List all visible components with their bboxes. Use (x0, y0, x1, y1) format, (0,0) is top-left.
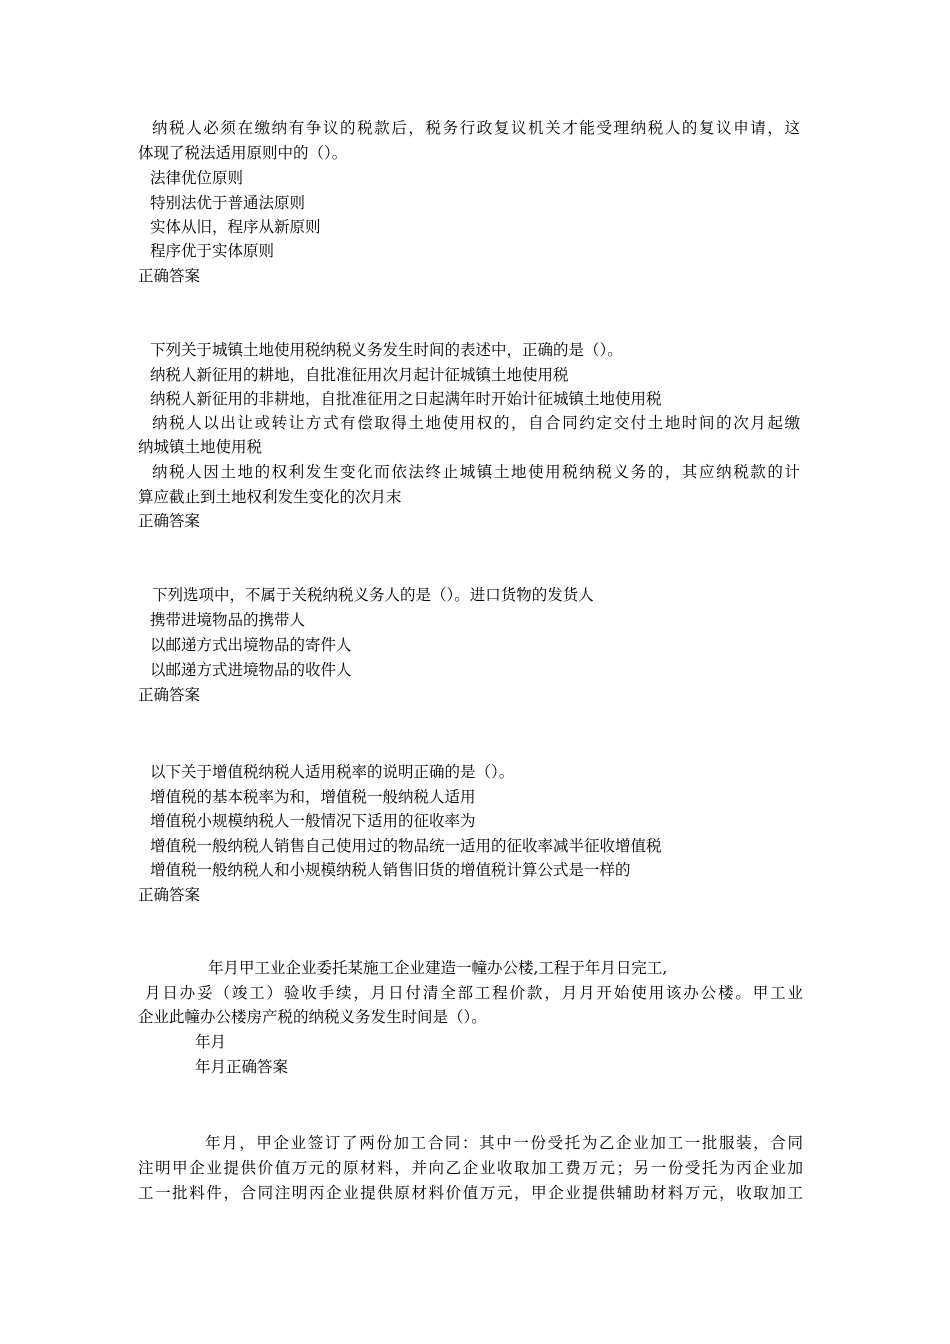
q6-stem-line2: 注明甲企业提供价值万元的原材料，并向乙企业收取加工费万元；另一份受托为丙企业加 (138, 1159, 803, 1177)
q5-stem-line2: 月日办妥（竣工）验收手续，月日付清全部工程价款，月月开始使用该办公楼。甲工业 (145, 984, 803, 1002)
q3-answer: 正确答案 (138, 686, 201, 704)
q1-option-2: 特别法优于普通法原则 (150, 194, 306, 212)
q1-option-1: 法律优位原则 (150, 169, 244, 187)
q3-option-3: 以邮递方式进境物品的收件人 (150, 661, 352, 679)
q2-option-3-line1: 纳税人以出让或转让方式有偿取得土地使用权的，自合同约定交付土地时间的次月起缴 (152, 414, 800, 432)
q2-option-4-line1: 纳税人因土地的权利发生变化而依法终止城镇土地使用税纳税义务的，其应纳税款的计 (152, 463, 800, 481)
q1-stem-line2: 体现了税法适用原则中的（）。 (138, 144, 348, 162)
q4-answer: 正确答案 (138, 886, 201, 904)
q2-option-1: 纳税人新征用的耕地，自批准征用次月起计征城镇土地使用税 (150, 366, 569, 384)
q4-option-2: 增值税小规模纳税人一般情况下适用的征收率为 (150, 812, 476, 830)
q4-option-3: 增值税一般纳税人销售自己使用过的物品统一适用的征收率减半征收增值税 (150, 837, 662, 855)
q1-option-3: 实体从旧，程序从新原则 (150, 218, 321, 236)
q2-stem: 下列关于城镇土地使用税纳税义务发生时间的表述中，正确的是（）。 (150, 341, 623, 359)
q1-option-4: 程序优于实体原则 (150, 242, 275, 260)
q3-option-2: 以邮递方式出境物品的寄件人 (150, 636, 352, 654)
q6-stem-line3: 工一批料件，合同注明丙企业提供原材料价值万元，甲企业提供辅助材料万元，收取加工 (138, 1184, 803, 1202)
q2-option-4-line2: 算应截止到土地权利发生变化的次月末 (138, 488, 402, 506)
q2-answer: 正确答案 (138, 512, 201, 530)
q4-option-1: 增值税的基本税率为和，增值税一般纳税人适用 (150, 788, 476, 806)
q6-stem-line1: 年月，甲企业签订了两份加工合同：其中一份受托为乙企业加工一批服装，合同 (205, 1134, 803, 1152)
q4-option-4: 增值税一般纳税人和小规模纳税人销售旧货的增值税计算公式是一样的 (150, 861, 631, 879)
q5-stem-line3: 企业此幢办公楼房产税的纳税义务发生时间是（）。 (138, 1008, 487, 1026)
q4-stem: 以下关于增值税纳税人适用税率的说明正确的是（）。 (150, 763, 515, 781)
q3-option-1: 携带进境物品的携带人 (150, 611, 306, 629)
q3-stem: 下列选项中，不属于关税纳税义务人的是（）。进口货物的发货人 (152, 586, 594, 604)
q5-option-1: 年月 (195, 1033, 227, 1051)
q2-option-2: 纳税人新征用的非耕地，自批准征用之日起满年时开始计征城镇土地使用税 (150, 390, 662, 408)
q5-stem-line1: 年月甲工业企业委托某施工企业建造一幢办公楼,工程于年月日完工, (208, 959, 668, 977)
q5-option-2-answer: 年月正确答案 (195, 1058, 289, 1076)
q1-stem-line1: 纳税人必须在缴纳有争议的税款后，税务行政复议机关才能受理纳税人的复议申请，这 (152, 119, 800, 137)
q2-option-3-line2: 纳城镇土地使用税 (138, 438, 263, 456)
q1-answer: 正确答案 (138, 267, 201, 285)
